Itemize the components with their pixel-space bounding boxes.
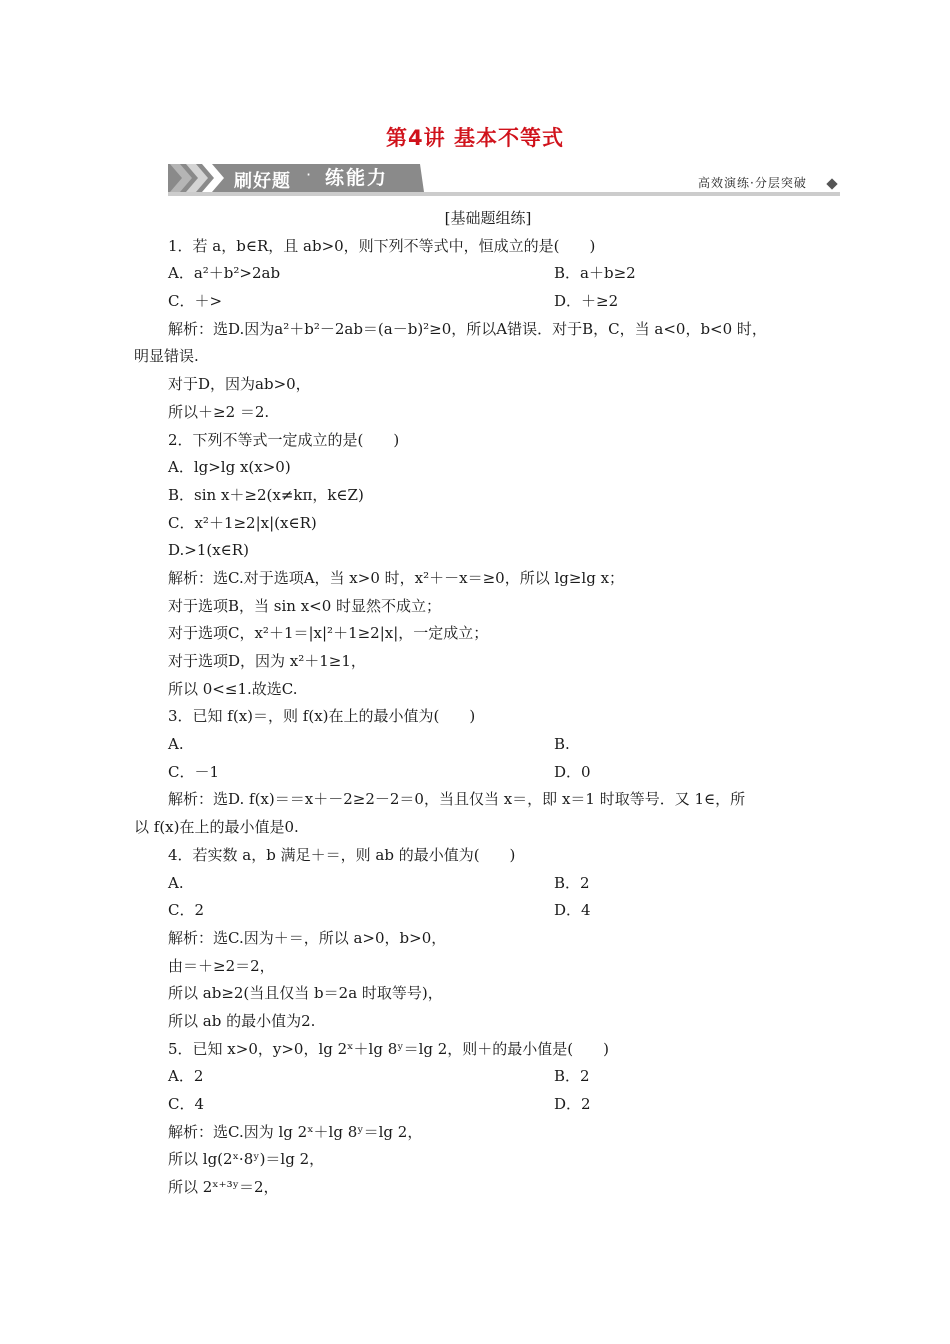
document-body (134, 205, 808, 1202)
text-line: 对于选项C，x²＋1＝|x|²＋1≥2|x|，一定成立； (168, 624, 489, 643)
option-right: B．a＋b≥2 (554, 264, 636, 283)
text-line: 由＝＋≥2＝2， (168, 956, 275, 975)
option-row (168, 1091, 808, 1119)
text-line: A．lg>lg x(x>0) (168, 458, 291, 477)
text-line: 3．已知 f(x)＝，则 f(x)在上的最小值为( ) (168, 707, 476, 726)
text-line: 所以 ab 的最小值为2. (168, 1011, 316, 1030)
text-line: B．sin x＋≥2(x≠kπ，k∈Z) (168, 485, 364, 504)
text-line: 4．若实数 a，b 满足＋＝，则 ab 的最小值为( ) (168, 845, 516, 864)
banner-badge: 练能力 (325, 167, 389, 189)
option-right: D．＋≥2 (554, 292, 619, 311)
option-row (168, 288, 808, 316)
question-list (134, 233, 808, 1202)
banner-dot: · (306, 165, 312, 184)
section-heading: [基础题组练] (444, 209, 532, 227)
text-line: 5．已知 x>0，y>0，lg 2ˣ＋lg 8ʸ＝lg 2，则＋的最小值是( ) (168, 1039, 610, 1058)
option-row (168, 870, 808, 898)
option-left: C．＋> (168, 292, 223, 311)
text-line-continuation: 以 f(x)在上的最小值是0. (134, 818, 299, 837)
option-right: D．0 (554, 762, 591, 781)
text-line: 所以 lg(2ˣ·8ʸ)＝lg 2， (168, 1150, 325, 1169)
option-row (168, 1063, 808, 1091)
banner-label-right: 高效演练·分层突破 (698, 176, 807, 190)
option-row (168, 731, 808, 759)
option-left: A．a²＋b²>2ab (168, 264, 281, 283)
option-left: C．4 (168, 1095, 205, 1113)
text-line: 解析：选C.对于选项A，当 x>0 时，x²＋－x＝≥0，所以 lg≥lg x； (168, 568, 625, 587)
option-row (168, 260, 808, 288)
text-line: 所以 ab≥2(当且仅当 b＝2a 时取等号)， (168, 984, 443, 1003)
text-line: 1．若 a，b∈R，且 ab>0，则下列不等式中，恒成立的是( ) (168, 236, 596, 255)
option-left: A．2 (168, 1067, 204, 1086)
text-line: 解析：选C.因为＋＝，所以 a>0，b>0， (168, 928, 447, 947)
text-line: 2．下列不等式一定成立的是( ) (168, 430, 400, 449)
text-line: C．x²＋1≥2|x|(x∈R) (168, 513, 317, 532)
option-left: C．2 (168, 901, 205, 920)
text-line: 对于D，因为ab>0， (168, 375, 311, 394)
option-right: B．2 (554, 873, 590, 892)
option-left: A. (168, 873, 184, 892)
page-title: 第4讲 基本不等式 (386, 126, 564, 150)
text-line: 对于选项D，因为 x²＋1≥1， (168, 652, 366, 670)
option-right: B. (554, 735, 570, 754)
option-left: C．－1 (168, 762, 220, 781)
text-line: 所以 2ˣ⁺³ʸ＝2， (168, 1178, 279, 1197)
text-line: 所以 0<≤1.故选C. (168, 679, 298, 698)
option-right: D．2 (554, 1095, 591, 1113)
text-line: D.>1(x∈R) (168, 541, 249, 560)
text-line: 对于选项B，当 sin x<0 时显然不成立； (168, 596, 442, 615)
text-line: 解析：选D.因为a²＋b²－2ab＝(a－b)²≥0，所以A错误．对于B，C，当 a<0，b<0 时， (168, 319, 767, 338)
option-row (168, 759, 808, 787)
text-line-continuation: 明显错误. (134, 347, 199, 366)
option-right: B．2 (554, 1067, 590, 1086)
section-banner (168, 162, 840, 196)
text-line: 解析：选D. f(x)＝＝x＋－2≥2－2＝0，当且仅当 x＝，即 x＝1 时取等号．又 1∈，所 (168, 790, 746, 809)
option-row (168, 897, 808, 925)
text-line: 解析：选C.因为 lg 2ˣ＋lg 8ʸ＝lg 2， (168, 1122, 423, 1141)
option-right: D．4 (554, 901, 591, 920)
banner-label-left: 刷好题 (234, 171, 291, 192)
option-left: A. (168, 735, 184, 754)
text-line: 所以＋≥2 ＝2. (168, 402, 270, 421)
